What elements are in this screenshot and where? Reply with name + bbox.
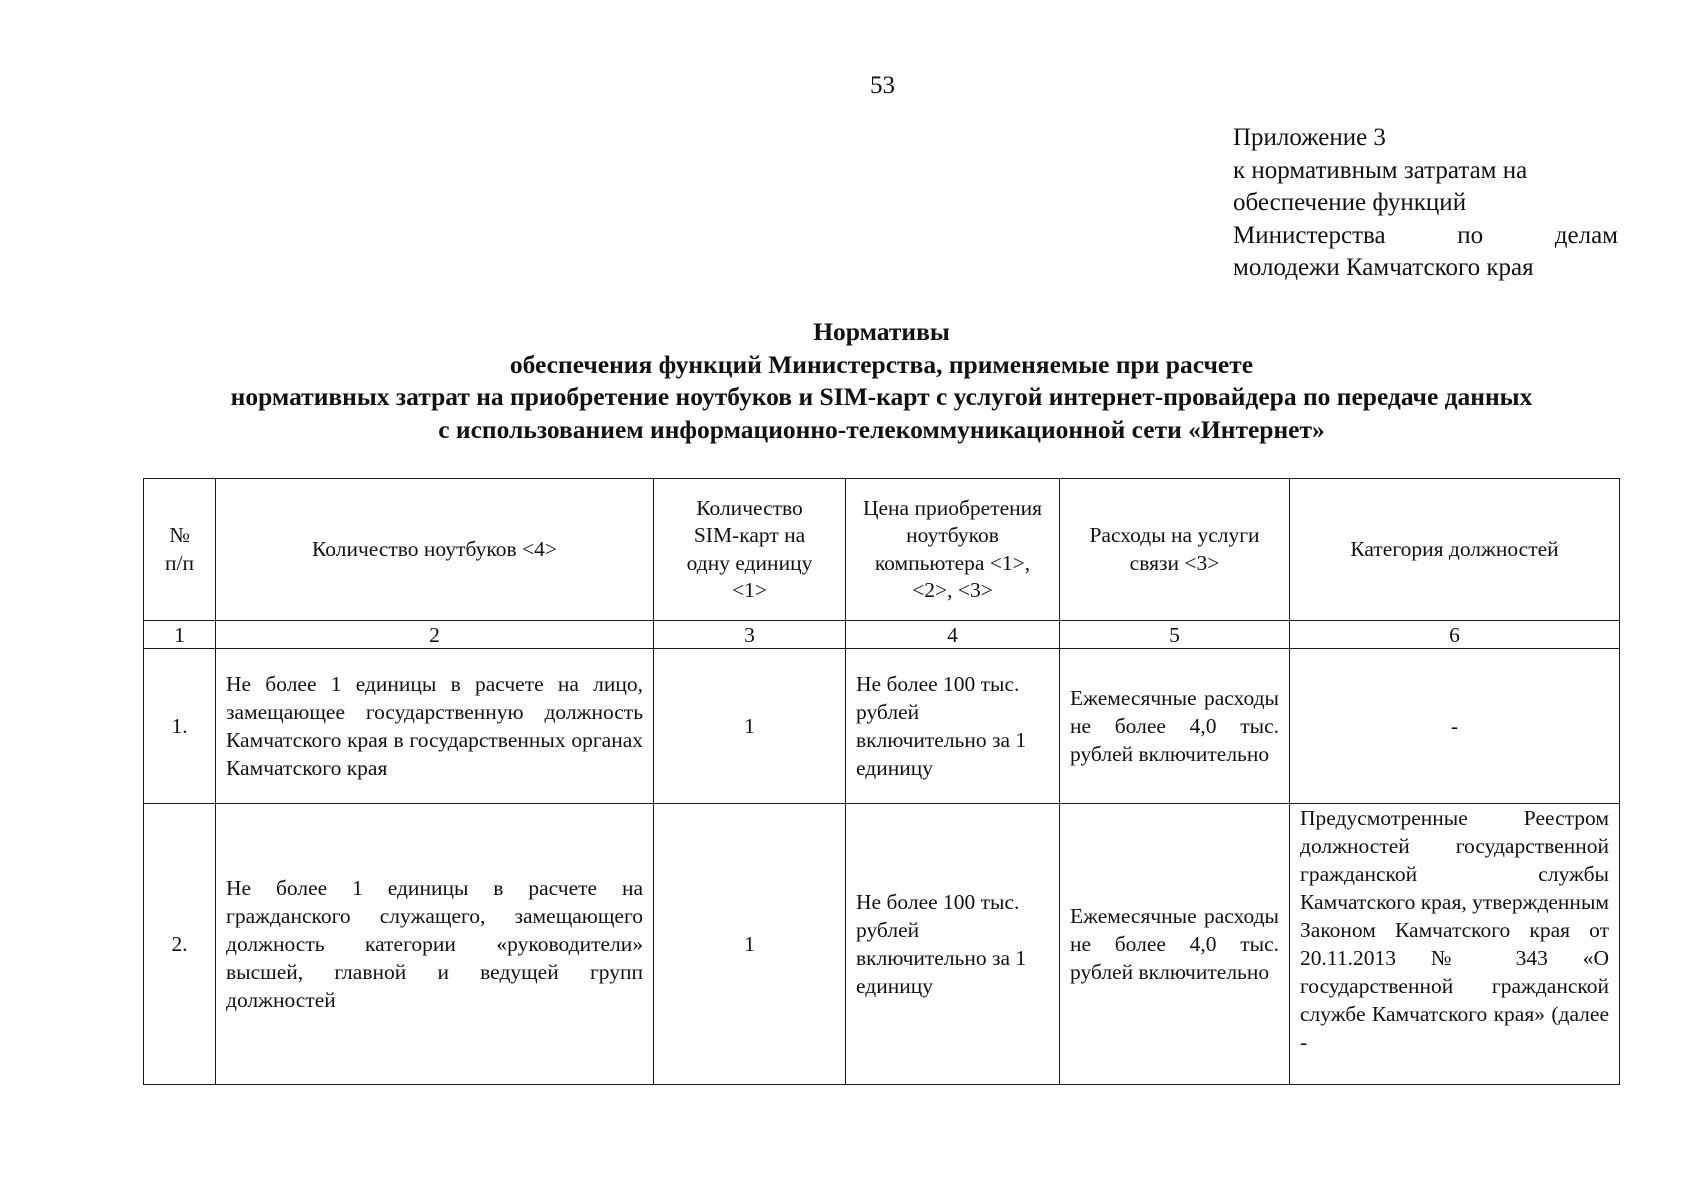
header-cell-comm: Расходы на услуги связи <3> [1060,479,1290,621]
column-number: 6 [1290,621,1620,649]
appendix-line: обеспечение функций [1233,189,1467,216]
sim-cell: 1 [654,804,846,1085]
appendix-word: Министерства [1233,221,1386,249]
column-number: 5 [1060,621,1290,649]
page-number: 53 [870,72,895,99]
column-number: 2 [216,621,654,649]
table-header-row [144,479,1620,621]
laptops-cell: Не более 1 единицы в расчете на гражданского служащего, замещающего должность категории «руководители» высшей, главной и ведущей групп должностей [216,804,654,1085]
laptops-cell: Не более 1 единицы в расчете на лицо, замещающее государственную должность Камчатского края в государственных органах Камчатского края [216,649,654,804]
appendix-line: молодежи Камчатского края [1233,254,1534,281]
category-cell: Предусмотренные Реестром должностей государственной гражданской службы Камчатского края, утвержденным Законом Камчатского края от 20.11.2013 № 343 «О государственной гражданской службе Камчатского края» (далее - [1290,804,1620,1085]
appendix-word: делам [1554,221,1618,249]
header-cell-number: № п/п [144,479,216,621]
header-cell-sim: Количество SIM-карт на одну единицу <1> [654,479,846,621]
appendix-line: к нормативным затратам на [1233,156,1528,184]
column-number: 4 [846,621,1060,649]
table-row [144,804,1620,1085]
category-cell: - [1290,649,1620,804]
title-line: Нормативы [813,317,950,346]
title-line: нормативных затрат на приобретение ноутбуков и SIM-карт с услугой интернет-провайдера по передаче данных [230,382,1533,411]
header-cell-category: Категория должностей [1290,479,1620,621]
header-cell-price: Цена приобретения ноутбуков компьютера <1>, <2>, <3> [846,479,1060,621]
appendix-line: Приложение 3 [1233,124,1386,151]
table-row [144,649,1620,804]
norms-table [143,478,1620,1085]
document-title [100,316,1663,446]
title-line: с использованием информационно-телекоммуникационной сети «Интернет» [438,414,1325,444]
sim-cell: 1 [654,649,846,804]
row-number: 2. [144,804,216,1085]
comm-cell: Ежемесячные расходы не более 4,0 тыс. рублей включительно [1060,649,1290,804]
appendix-line [1233,220,1618,253]
row-number: 1. [144,649,216,804]
title-line: обеспечения функций Министерства, применяемые при расчете [509,349,1254,379]
column-number-row [144,621,1620,649]
column-number: 1 [144,621,216,649]
appendix-word: по [1457,221,1484,249]
price-cell: Не более 100 тыс. рублей включительно за 1 единицу [846,804,1060,1085]
comm-cell: Ежемесячные расходы не более 4,0 тыс. рублей включительно [1060,804,1290,1085]
header-cell-laptops: Количество ноутбуков <4> [216,479,654,621]
price-cell: Не более 100 тыс. рублей включительно за 1 единицу [846,649,1060,804]
column-number: 3 [654,621,846,649]
appendix-block [1233,122,1618,285]
